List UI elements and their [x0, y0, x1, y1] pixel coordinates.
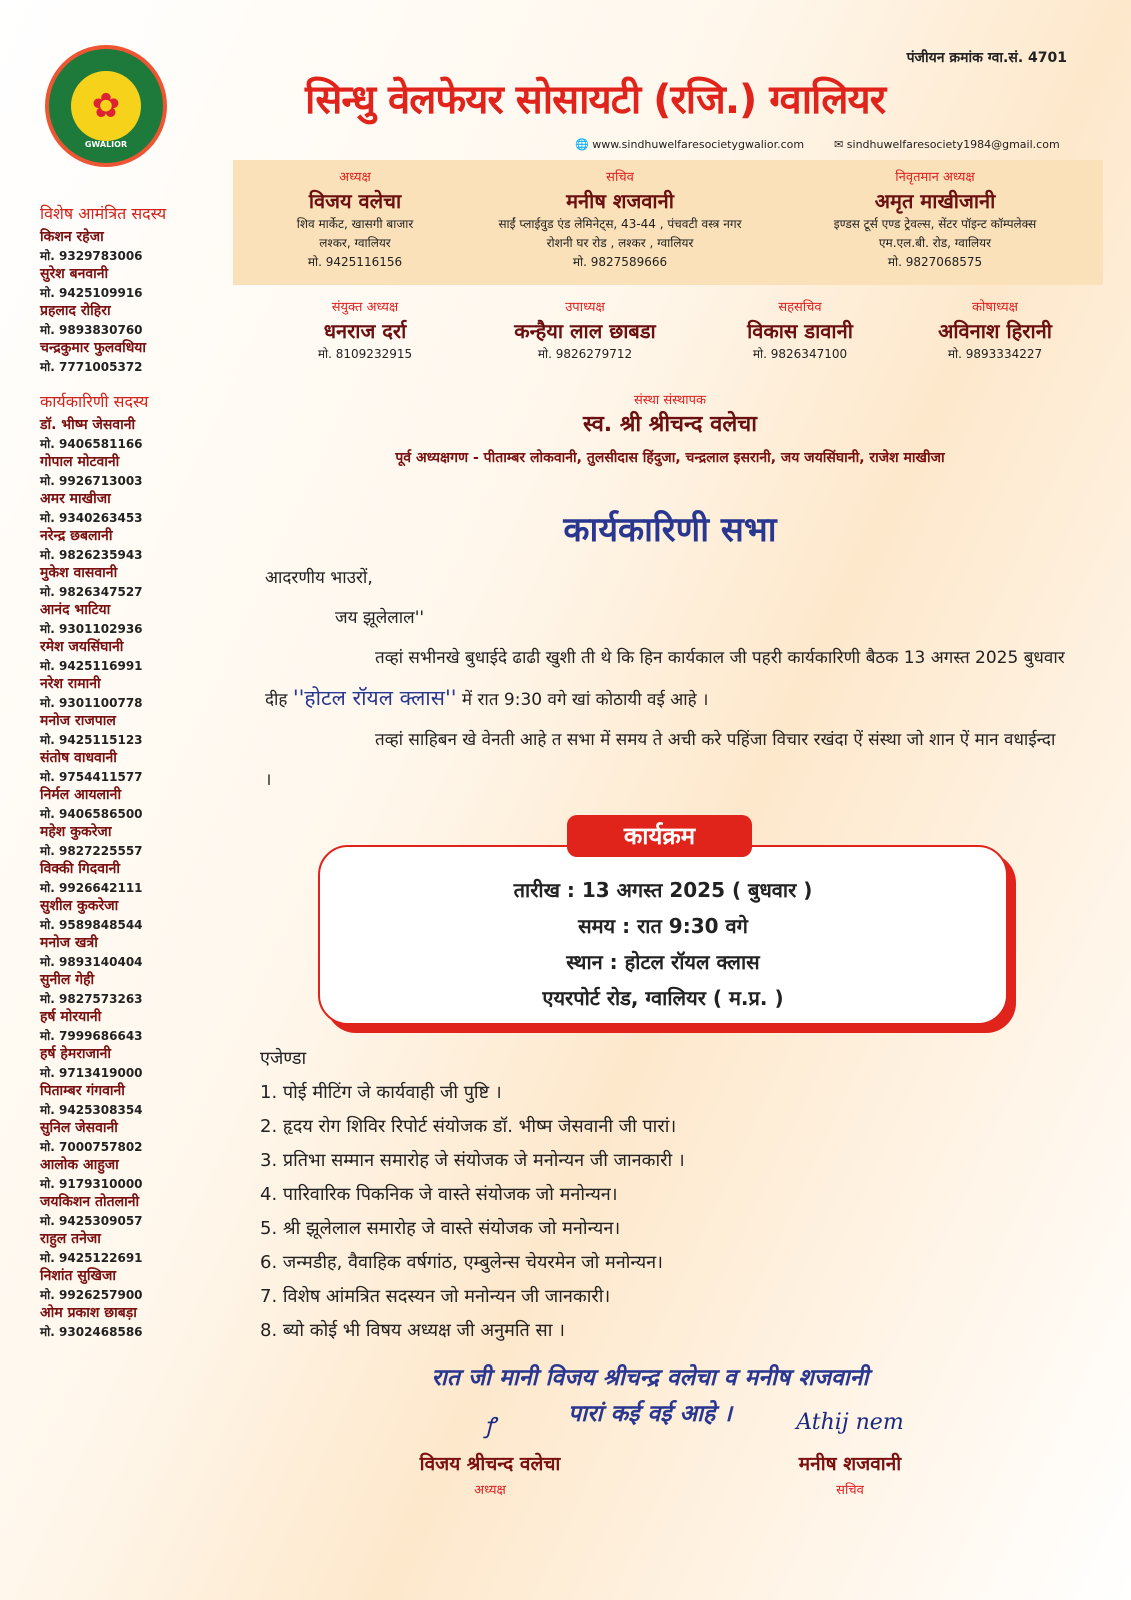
member-mobile: मो. 9827573263 [40, 992, 143, 1006]
registration-number: पंजीयन क्रमांक ग्वा.सं. 4701 [906, 50, 1067, 66]
member-name: प्रहलाद रोहिरा [40, 303, 111, 319]
signature-secretary: Athij nem मनीष शजवानी सचिव [760, 1410, 940, 1498]
officer-joint-president: संयुक्त अध्यक्ष धनराज दर्रा मो. 8109232915 [317, 300, 413, 361]
officer-past-president: निवृतमान अध्यक्ष अमृत माखीजानी इण्डस टूर्स एण्ड ट्रेवल्स, सेंटर पॉइन्ट कॉम्पलेक्स एम.एल.बी. रोड, ग्वालियर मो. 9827068575 [833, 170, 1037, 269]
agenda-item: 1. पोई मीटिंग जे कार्यवाही जी पुष्टि । [260, 1082, 502, 1103]
signature-mark: ꝭ [484, 1414, 496, 1439]
member-mobile: मो. 9302468586 [40, 1325, 143, 1339]
member-mobile: मो. 9826235943 [40, 548, 143, 562]
member-mobile: मो. 9340263453 [40, 511, 143, 525]
member-mobile: मो. 9893830760 [40, 323, 143, 337]
officer-joint-secretary: सहसचिव विकास डावानी मो. 9826347100 [747, 300, 853, 361]
member-mobile: मो. 9425115123 [40, 733, 143, 747]
member-name: मनोज राजपाल [40, 713, 116, 729]
member-mobile: मो. 9754411577 [40, 770, 143, 784]
member-name: महेश कुकरेजा [40, 824, 112, 840]
society-logo: ✿ GWALIOR [45, 45, 167, 167]
member-mobile: मो. 9827225557 [40, 844, 143, 858]
signature-president: ꝭ विजय श्रीचन्द वलेचा अध्यक्ष [380, 1410, 600, 1498]
member-name: सुनिल जेसवानी [40, 1120, 118, 1136]
member-mobile: मो. 9301102936 [40, 622, 143, 636]
member-mobile: मो. 9425308354 [40, 1103, 143, 1117]
member-name: विक्की गिदवानी [40, 861, 121, 877]
member-name: चन्द्रकुमार फुलवधिया [40, 340, 147, 356]
globe-icon: 🌐 [575, 138, 593, 151]
member-mobile: मो. 9926257900 [40, 1288, 143, 1302]
member-name: हर्ष मोरयानी [40, 1009, 102, 1025]
special-members-heading: विशेष आमंत्रित सदस्य [40, 204, 167, 223]
member-mobile: मो. 9329783006 [40, 249, 143, 263]
member-mobile: मो. 9425122691 [40, 1251, 143, 1265]
agenda-item: 4. पारिवारिक पिकनिक जे वास्ते संयोजक जो मनोन्यन। [260, 1184, 618, 1205]
agenda: एजेण्डा 1. पोई मीटिंग जे कार्यवाही जी पुष्टि । 2. हृदय रोग शिविर रिपोर्ट संयोजक डॉ. भीष्म जेसवानी जी पारां। 3. प्रतिभा सम्मान समारोह जे संयोजक जे मनोन्यन जी जानकारी । 4. पारिवारिक पिकनिक जे वास्ते संयोजक जो मनोन्यन। 5. श्री झूलेलाल समारोह जे वास्ते संयोजक जो मनोन्यन। 6. जन्मडीह, वैवाहिक वर्षगांठ, एम्बुलेन्स चेयरमेन जो मनोन्यन। 7. विशेष आंमत्रित सदस्यन जो मनोन्यन जी जानकारी। 8. ब्यो कोई भी विषय अध्यक्ष जी अनुमति सा । [260, 1042, 1060, 1348]
founder-block: संस्था संस्थापक स्व. श्री श्रीचन्द वलेचा पूर्व अध्यक्षगण - पीताम्बर लोकवानी, तुलसीदास हिंदुजा, चन्द्रलाल इसरानी, जय जयसिंघानी, राजेश माखीजा [395, 393, 945, 466]
member-name: आलोक आहुजा [40, 1157, 119, 1173]
email-link[interactable]: ✉ sindhuwelfaresociety1984@gmail.com [834, 138, 1060, 151]
agenda-item: 7. विशेष आंमत्रित सदस्यन जो मनोन्यन जी जानकारी। [260, 1286, 611, 1307]
member-mobile: मो. 9926642111 [40, 881, 143, 895]
officer-president: अध्यक्ष विजय वलेचा शिव मार्केट, खासगी बाजार लश्कर, ग्वालियर मो. 9425116156 [296, 170, 414, 269]
member-name: आनंद भाटिया [40, 602, 111, 618]
member-sidebar [40, 200, 240, 1341]
member-name: अमर माखीजा [40, 491, 111, 507]
officer-vice-president: उपाध्यक्ष कन्हैया लाल छाबडा मो. 9826279712 [514, 300, 656, 361]
member-mobile: मो. 9301100778 [40, 696, 143, 710]
agenda-item: 5. श्री झूलेलाल समारोह जे वास्ते संयोजक जो मनोन्यन। [260, 1218, 621, 1239]
member-name: निर्मल आयलानी [40, 787, 122, 803]
member-name: नरेन्द्र छबलानी [40, 528, 113, 544]
member-name: गोपाल मोटवानी [40, 454, 120, 470]
member-mobile: मो. 9826347527 [40, 585, 143, 599]
member-name: मनोज खत्री [40, 935, 98, 951]
member-mobile: मो. 7771005372 [40, 360, 143, 374]
member-name: संतोष वाधवानी [40, 750, 117, 766]
program-box: तारीख : 13 अगस्त 2025 ( बुधवार ) समय : रात 9:30 वगे स्थान : होटल रॉयल क्लास एयरपोर्ट रोड, ग्वालियर ( म.प्र. ) [318, 845, 1008, 1025]
member-name: निशांत सुखिजा [40, 1268, 116, 1284]
member-name: सुरेश बनवानी [40, 266, 109, 282]
letter-body: आदरणीय भाउरों, जय झूलेलाल'' तव्हां सभीनखे बुधाईदे ढाढी खुशी ती थे कि हिन कार्यकाल जी पहरी कार्यकारिणी बैठक 13 अगस्त 2025 बुधवार दीह ''होटल रॉयल क्लास'' में रात 9:30 वगे खां कोठायी वई आहे । तव्हां साहिबन खे वेनती आहे त सभा में समय ते अची करे पहिंजा विचार रखंदा ऐं संस्था जो शान ऐं मान वधाईन्दा । [265, 568, 1065, 790]
website-link[interactable]: 🌐 www.sindhuwelfaresocietygwalior.com [575, 138, 805, 151]
member-name: राहुल तनेजा [40, 1231, 101, 1247]
member-mobile: मो. 7999686643 [40, 1029, 143, 1043]
member-name: नरेश रामानी [40, 676, 101, 692]
member-name: ओम प्रकाश छाबड़ा [40, 1305, 137, 1321]
officer-secretary: सचिव मनीष शजवानी साईं प्लाईवुड एंड लेमिनेट्स, 43-44 , पंचवटी वस्त्र नगर रोशनी घर रोड , लश्कर , ग्वालियर मो. 9827589666 [498, 170, 742, 269]
closing-note: रात जी मानी विजय श्रीचन्द्र वलेचा व मनीष शजवानी पारां कई वई आहे । [431, 1365, 869, 1427]
member-name: रमेश जयसिंघानी [40, 639, 124, 655]
agenda-item: 8. ब्यो कोई भी विषय अध्यक्ष जी अनुमति सा । [260, 1320, 565, 1341]
executive-members-heading: कार्यकारिणी सदस्य [40, 392, 149, 411]
member-mobile: मो. 9406586500 [40, 807, 143, 821]
member-name: पिताम्बर गंगवानी [40, 1083, 125, 1099]
member-mobile: मो. 9425109916 [40, 286, 143, 300]
member-mobile: मो. 9893140404 [40, 955, 143, 969]
agenda-item: 3. प्रतिभा सम्मान समारोह जे संयोजक जे मनोन्यन जी जानकारी । [260, 1150, 685, 1171]
member-mobile: मो. 9406581166 [40, 437, 143, 451]
meeting-title: कार्यकारिणी सभा [563, 510, 777, 550]
member-name: डॉ. भीष्म जेसवानी [40, 417, 136, 433]
member-name: सुनील गेही [40, 972, 95, 988]
member-name: जयकिशन तोतलानी [40, 1194, 140, 1210]
member-mobile: मो. 9425116991 [40, 659, 143, 673]
member-name: हर्ष हेमराजानी [40, 1046, 111, 1062]
member-name: किशन रहेजा [40, 229, 104, 245]
member-mobile: मो. 9589848544 [40, 918, 143, 932]
program-heading: कार्यक्रम [567, 815, 752, 857]
mail-icon: ✉ [834, 138, 847, 151]
member-mobile: मो. 9713419000 [40, 1066, 143, 1080]
member-mobile: मो. 9179310000 [40, 1177, 143, 1191]
member-name: मुकेश वासवानी [40, 565, 118, 581]
society-title: सिन्धु वेलफेयर सोसायटी (रजि.) ग्वालियर [305, 77, 886, 123]
venue-highlight: ''होटल रॉयल क्लास'' [292, 686, 457, 710]
signature-mark: Athij nem [796, 1410, 904, 1435]
member-mobile: मो. 9425309057 [40, 1214, 143, 1228]
member-name: सुशील कुकरेजा [40, 898, 119, 914]
member-mobile: मो. 9926713003 [40, 474, 143, 488]
officer-treasurer: कोषाध्यक्ष अविनाश हिरानी मो. 9893334227 [938, 300, 1052, 361]
agenda-item: 6. जन्मडीह, वैवाहिक वर्षगांठ, एम्बुलेन्स चेयरमेन जो मनोन्यन। [260, 1252, 663, 1273]
lotus-icon: ✿ [71, 71, 141, 141]
agenda-item: 2. हृदय रोग शिविर रिपोर्ट संयोजक डॉ. भीष्म जेसवानी जी पारां। [260, 1116, 677, 1137]
member-mobile: मो. 7000757802 [40, 1140, 143, 1154]
